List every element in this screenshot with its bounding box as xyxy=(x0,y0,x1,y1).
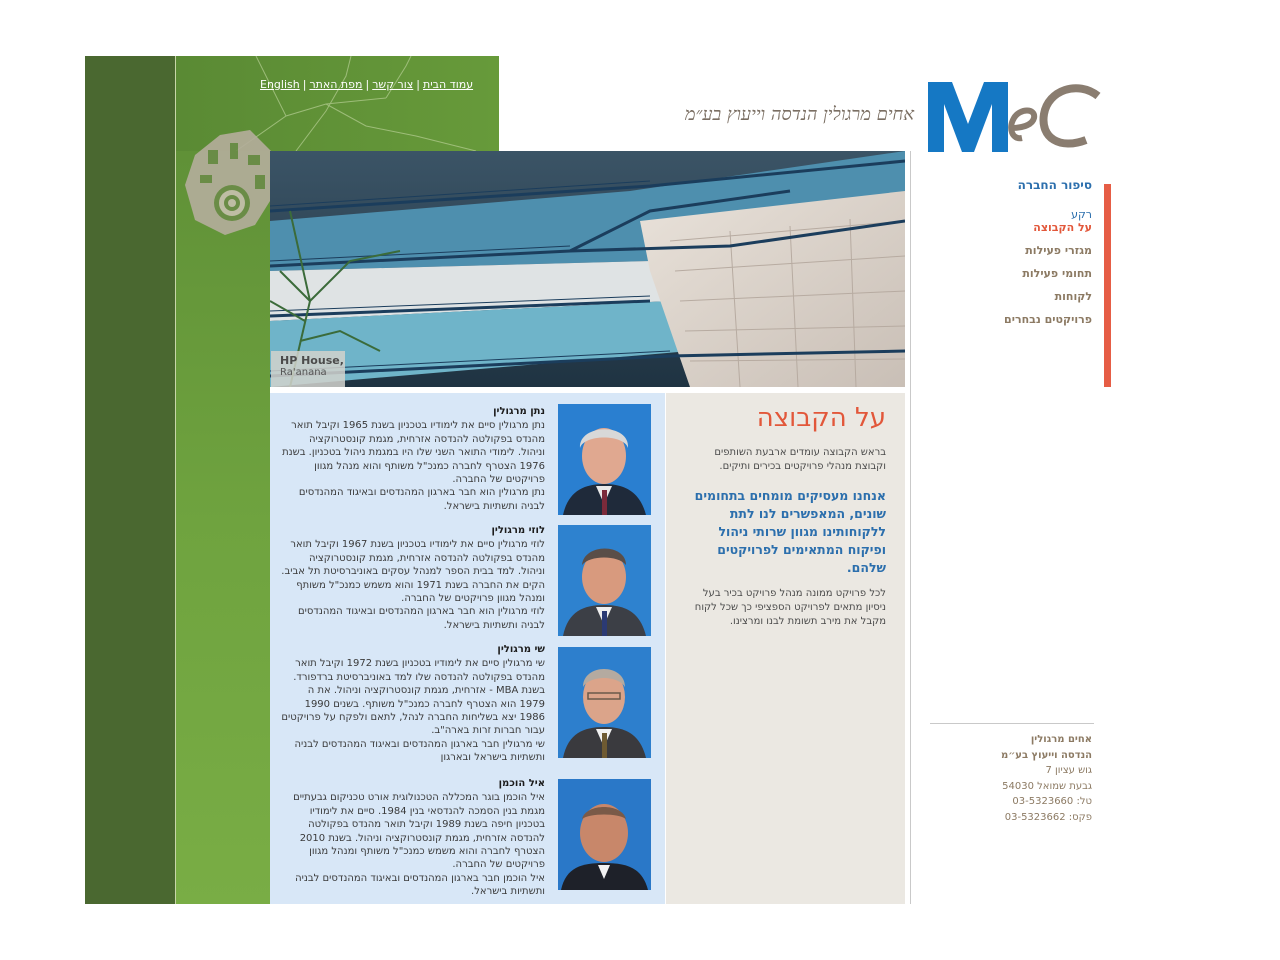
sitemap-link[interactable]: מפת האתר xyxy=(309,78,363,91)
mec-logo[interactable] xyxy=(928,78,1108,154)
nav-separator: | xyxy=(416,78,420,91)
home-link[interactable]: עמוד הבית xyxy=(422,78,474,91)
contact-divider xyxy=(930,723,1094,724)
top-nav xyxy=(260,78,496,94)
person-luzi xyxy=(280,524,545,632)
person-bio: איל הוכמן בוגר המכללה הטכנולוגית אורט טכניקום גבעתיים מגמת בנין הסמכה להנדסאי בנין 1984. סיים את לימודיו בטכניון חיפה בשנת 1989 וקיבל תואר מהנדס בפקולטה להנדסה אזרחית, מגמת קונסטרוקציה וניהול. בשנת 2010 הצטרף לחברה והוא משמש כמנכ"ל משותף ומנהל מגוון פרויקטים של החברה. xyxy=(293,792,545,871)
portrait-shai xyxy=(558,647,651,758)
person-bio: לוזי מרגולין סיים את לימודיו בטכניון בשנת 1967 וקיבל תואר מהנדס בפקולטה להנדסה אזרחית, מגמת קונסטרוקציה וניהול. למד בבית הספר למנהל עסקים באוניברסיטת תל אביב. הקים את החברה בשנת 1971 והוא משמש כמנכ"ל משותף ומנהל מגוון פרויקטים של החברה. xyxy=(281,539,545,605)
about-highlight: אנחנו מעסיקים מומחים בתחומים שונים, המאפשרים לנו לתת ללקוחותינו מגוון שרותי ניהול ופיקוח המתאימים לפרויקטים שלהם. xyxy=(694,488,886,575)
person-bio-membership: איל הוכמן חבר בארגון המהנדסים ובאיגוד המהנדסים לבניה ותשתיות בישראל. xyxy=(295,872,545,898)
person-bio-membership: לוזי מרגולין הוא חבר בארגון המהנדסים ובאיגוד המהנדסים לבניה ותשתיות בישראל. xyxy=(298,606,545,631)
person-bio: נתן מרגולין סיים את לימודיו בטכניון בשנת 1965 וקיבל תואר מהנדס בפקולטה להנדסה אזרחית, מגמת קונסטרוקציה וניהול. לימודי התואר השני שלו היו במגמת ניהול בטכניון. בשנת 1976 הצטרף לחברה כמנכ"ל משותף והוא מנהל מגוון פרויקטים של החברה. xyxy=(282,420,545,486)
side-nav-title[interactable]: סיפור החברה xyxy=(1017,178,1092,192)
side-nav-item-projects[interactable]: פרויקטים נבחרים xyxy=(1004,313,1092,326)
person-name: איל הוכמן xyxy=(498,778,545,789)
hero-caption-title: HP House, xyxy=(280,354,344,367)
contact-city: גבעת שמואל 54030 xyxy=(1002,780,1092,792)
person-bio-membership: שי מרגולין חבר בארגון המהנדסים ובאיגוד המהנדסים לבניה ותשתיות בישראל ובארגון xyxy=(294,738,545,764)
contact-phone: טל: 03-5323660 xyxy=(1012,796,1092,807)
side-nav xyxy=(960,178,1092,336)
person-bio: שי מרגולין סיים את לימודיו בטכניון בשנת 1972 וקיבל תואר מהנדס בפקולטה להנדסה שלו למד באוניברסיטת ברדפורד. בשנת MBA - אזרחית, מגמת קונסטרוקציה וניהול. את ה 1979 הוא הצטרף לחברה כמנכ"ל משותף. בשנים 1990 1986 יצא בשליחות החברה לנהל, לתאם ולפקח על פרויקטים עבור חברות זרות בארה"ב. xyxy=(281,658,545,737)
side-nav-item-about-group[interactable]: על הקבוצה xyxy=(1033,221,1092,234)
left-dark-green-column xyxy=(85,56,175,904)
person-natan xyxy=(280,405,545,513)
english-link[interactable]: English xyxy=(260,78,300,91)
contact-street: גוש עציון 7 xyxy=(1045,765,1092,776)
nav-separator: | xyxy=(302,78,307,91)
contact-link[interactable]: צור קשר xyxy=(372,78,414,91)
hero-caption xyxy=(271,351,345,387)
hero-caption-location: Ra'anana xyxy=(280,367,327,378)
contact-company-name: אחים מרגולין xyxy=(1030,734,1092,745)
portrait-luzi xyxy=(558,525,651,636)
company-tagline: אחים מרגולין הנדסה וייעוץ בע״מ xyxy=(684,104,914,125)
mec-logo-icon xyxy=(928,78,1108,154)
person-eyal xyxy=(280,777,545,899)
contact-fax: פקס: 03-5323662 xyxy=(1004,811,1092,823)
content-divider xyxy=(910,151,911,904)
about-title: על הקבוצה xyxy=(756,403,886,433)
portrait-eyal xyxy=(558,779,651,890)
nav-separator: | xyxy=(365,78,370,91)
side-nav-item-sectors[interactable]: מגזרי פעילות xyxy=(1025,244,1092,257)
person-name: נתן מרגולין xyxy=(493,406,545,417)
person-bio-membership: נתן מרגולין הוא חבר בארגון המהנדסים ובאיגוד המהנדסים לבניה ותשתיות בישראל. xyxy=(298,487,545,512)
person-name: לוזי מרגולין xyxy=(491,525,545,536)
person-shai xyxy=(280,643,545,765)
contact-company-type: הנדסה וייעוץ בע״מ xyxy=(1000,749,1092,761)
about-intro: בראש הקבוצה עומדים ארבעת השותפים וקבוצת מנהלי פרויקטים בכירים ותיקים. xyxy=(714,447,886,472)
side-nav-item-clients[interactable]: לקוחות xyxy=(1054,290,1092,303)
side-nav-item-fields[interactable]: תחומי פעילות xyxy=(1022,267,1092,280)
about-closing: לכל פרויקט ממונה מנהל פרויקט בכיר בעל ניסיון מתאים לפרויקט הספציפי כך שכל לקוח מקבל את מירב תשומת לבנו ומרצינו. xyxy=(694,588,886,627)
side-nav-accent-bar xyxy=(1104,184,1111,387)
hero-building-photo xyxy=(270,151,905,387)
person-name: שי מרגולין xyxy=(497,644,545,655)
side-nav-item-background[interactable]: רקע xyxy=(1071,208,1092,221)
portrait-natan xyxy=(558,404,651,515)
contact-block xyxy=(930,732,1092,825)
